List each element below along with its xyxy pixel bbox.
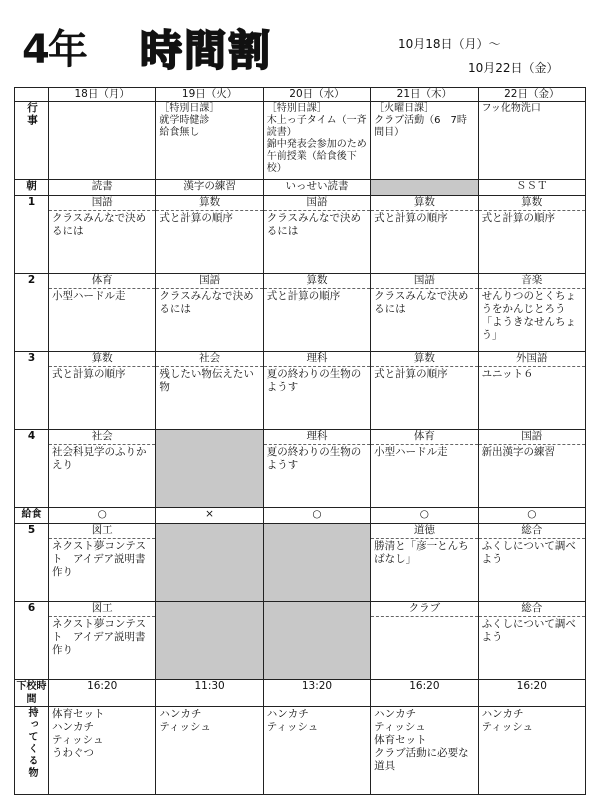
lesson-content: クラスみんなで決めるには [52, 212, 147, 237]
bring-items: ハンカチ ティッシュ 体育セット クラブ活動に必要な道具 [374, 708, 469, 772]
lesson-subject: 算数 [371, 352, 477, 367]
period-row-p4 [15, 430, 586, 508]
header [0, 0, 600, 88]
row-label-text: 行事 [26, 102, 38, 127]
row-label-text: 持ってくる物 [26, 707, 37, 779]
lesson-cell-p5-wed [263, 524, 370, 602]
day-header-row [15, 88, 586, 102]
lesson-content: 小型ハードル走 [374, 446, 448, 458]
lesson-subject: 国語 [264, 196, 370, 211]
lesson-cell-p3-wed [263, 352, 370, 430]
lesson-subject: 社会 [156, 352, 262, 367]
lesson-subject: 総合 [479, 524, 585, 539]
lesson-subject: 算数 [49, 352, 155, 367]
lesson-subject: 算数 [479, 196, 585, 211]
bring-cell-fri [478, 707, 585, 795]
dismissal-time-tue: 11:30 [156, 680, 263, 707]
lesson-content: ユニット６ [481, 368, 534, 380]
dismissal-row [15, 680, 586, 707]
lesson-subject: 国語 [479, 430, 585, 445]
row-label-p5: 5 [15, 524, 49, 602]
morning-cell-fri: ＳＳＴ [478, 180, 585, 196]
page-title: 時間割 [140, 26, 273, 75]
lesson-content: クラスみんなで決めるには [159, 290, 254, 315]
lesson-content: 夏の終わりの生物のようす [266, 368, 362, 393]
lesson-content: 新出漢字の練習 [481, 446, 556, 458]
lesson-subject: 図工 [49, 524, 155, 539]
lesson-cell-p3-thu [371, 352, 478, 430]
lesson-content: 式と計算の順序 [374, 368, 448, 380]
lesson-cell-p1-thu [371, 196, 478, 274]
lesson-cell-p1-wed [263, 196, 370, 274]
lesson-content [371, 617, 477, 618]
event-cell-thu [371, 102, 478, 180]
lesson-subject: 理科 [264, 352, 370, 367]
lesson-cell-p4-wed [263, 430, 370, 508]
lesson-cell-p4-tue [156, 430, 263, 508]
lesson-content: ふくしについて調べよう [481, 540, 576, 565]
lesson-subject: 算数 [264, 274, 370, 289]
lesson-cell-p2-tue [156, 274, 263, 352]
date-range-start: 10月18日（月）～ [398, 37, 501, 51]
lesson-content: 社会科見学のふりかえり [52, 446, 147, 471]
row-label-p1: 1 [15, 196, 49, 274]
lesson-cell-p6-wed [263, 602, 370, 680]
lunch-cell-thu: ○ [371, 508, 478, 524]
lunch-row [15, 508, 586, 524]
morning-cell-tue: 漢字の練習 [156, 180, 263, 196]
lesson-subject: 国語 [49, 196, 155, 211]
bring-items: ハンカチ ティッシュ [159, 708, 211, 733]
event-text: ［火曜日課］ クラブ活動（6 7時間目） [374, 103, 467, 138]
lesson-subject: 体育 [49, 274, 155, 289]
lesson-subject: 国語 [156, 274, 262, 289]
dismissal-time-mon: 16:20 [49, 680, 156, 707]
lesson-content: 式と計算の順序 [266, 290, 341, 302]
lesson-content: 残したい物伝えたい物 [159, 368, 254, 393]
lesson-subject: 道徳 [371, 524, 477, 539]
event-text: ［特別日課］ 木上っ子タイム（一斉読書） 錦中発表会参加のため午前授業（給食後下校） [266, 103, 367, 174]
bring-cell-wed [263, 707, 370, 795]
lesson-cell-p4-mon [49, 430, 156, 508]
lesson-content: クラスみんなで決めるには [374, 290, 469, 315]
row-label-p2: 2 [15, 274, 49, 352]
day-header-mon: 18日（月） [49, 88, 156, 102]
period-row-p2 [15, 274, 586, 352]
bring-cell-thu [371, 707, 478, 795]
day-header-fri: 22日（金） [478, 88, 585, 102]
row-label-p4: 4 [15, 430, 49, 508]
corner-cell [15, 88, 49, 102]
morning-cell-thu [371, 180, 478, 196]
lesson-cell-p5-tue [156, 524, 263, 602]
lesson-subject: 体育 [371, 430, 477, 445]
bring-cell-tue [156, 707, 263, 795]
lesson-cell-p4-fri [478, 430, 585, 508]
lesson-content: 勝清と「彦一とんちばなし」 [374, 540, 469, 565]
lesson-content: 小型ハードル走 [52, 290, 126, 302]
row-label-dismissal: 下校時間 [16, 681, 47, 705]
lesson-subject: クラブ [371, 602, 477, 617]
lesson-content: ネクスト夢コンテスト アイデア説明書作り [52, 540, 146, 578]
bring-row [15, 707, 586, 795]
lesson-content: 式と計算の順序 [481, 212, 556, 224]
lesson-subject: 算数 [371, 196, 477, 211]
lesson-subject: 総合 [479, 602, 585, 617]
dismissal-time-wed: 13:20 [263, 680, 370, 707]
lesson-cell-p1-fri [478, 196, 585, 274]
bring-cell-mon [49, 707, 156, 795]
row-label-p6: 6 [15, 602, 49, 680]
lunch-cell-wed: ○ [263, 508, 370, 524]
event-text: フッ化物洗口 [481, 103, 541, 114]
lesson-cell-p6-fri [478, 602, 585, 680]
event-text [49, 102, 155, 103]
lesson-content: 式と計算の順序 [374, 212, 448, 224]
event-cell-wed [263, 102, 370, 180]
row-label-lunch: 給食 [15, 508, 49, 524]
lesson-cell-p2-wed [263, 274, 370, 352]
bring-items: ハンカチ ティッシュ [266, 708, 319, 733]
lesson-subject: 図工 [49, 602, 155, 617]
lunch-cell-tue: × [156, 508, 263, 524]
period-row-p3 [15, 352, 586, 430]
morning-row [15, 180, 586, 196]
date-range-end: 10月22日（金） [468, 61, 559, 75]
events-row [15, 102, 586, 180]
event-text: ［特別日課］ 就学時健診 給食無し [159, 103, 220, 138]
day-header-tue: 19日（火） [156, 88, 263, 102]
period-row-p1 [15, 196, 586, 274]
grade-label: 4年 [22, 27, 86, 73]
lesson-cell-p2-mon [49, 274, 156, 352]
lesson-cell-p6-tue [156, 602, 263, 680]
lesson-subject: 理科 [264, 430, 370, 445]
period-row-p6 [15, 602, 586, 680]
lesson-cell-p3-fri [478, 352, 585, 430]
lesson-cell-p2-thu [371, 274, 478, 352]
dismissal-time-thu: 16:20 [371, 680, 478, 707]
period-row-p5 [15, 524, 586, 602]
row-label-p3: 3 [15, 352, 49, 430]
lesson-cell-p2-fri [478, 274, 585, 352]
dismissal-time-fri: 16:20 [478, 680, 585, 707]
event-cell-tue [156, 102, 263, 180]
lesson-content: 式と計算の順序 [52, 368, 126, 380]
lesson-cell-p1-tue [156, 196, 263, 274]
bring-items: 体育セット ハンカチ ティッシュ うわぐつ [52, 708, 105, 759]
lesson-content: クラスみんなで決めるには [266, 212, 361, 237]
row-label-events [15, 102, 49, 180]
lunch-cell-mon: ○ [49, 508, 156, 524]
day-header-thu: 21日（木） [371, 88, 478, 102]
event-cell-fri [478, 102, 585, 180]
lesson-cell-p6-mon [49, 602, 156, 680]
day-header-wed: 20日（水） [263, 88, 370, 102]
morning-cell-wed: いっせい読書 [263, 180, 370, 196]
lesson-content: ネクスト夢コンテスト アイデア説明書作り [52, 618, 146, 656]
lesson-subject: 音楽 [479, 274, 585, 289]
lesson-subject: 算数 [156, 196, 262, 211]
lesson-subject: 外国語 [479, 352, 585, 367]
lesson-cell-p6-thu [371, 602, 478, 680]
lesson-cell-p3-mon [49, 352, 156, 430]
row-label-bring [15, 707, 49, 795]
morning-cell-mon: 読書 [49, 180, 156, 196]
lesson-cell-p3-tue [156, 352, 263, 430]
timetable [14, 87, 586, 795]
event-cell-mon [49, 102, 156, 180]
lesson-content: せんりつのとくちょうをかんじとろう「ようきなせんちょう」 [481, 290, 577, 341]
lunch-cell-fri: ○ [478, 508, 585, 524]
lesson-cell-p5-thu [371, 524, 478, 602]
lesson-content: ふくしについて調べよう [481, 618, 576, 643]
lesson-cell-p5-fri [478, 524, 585, 602]
lesson-cell-p5-mon [49, 524, 156, 602]
bring-items: ハンカチ ティッシュ [481, 708, 534, 733]
lesson-content: 式と計算の順序 [159, 212, 233, 224]
row-label-morning: 朝 [15, 180, 49, 196]
lesson-content: 夏の終わりの生物のようす [266, 446, 362, 471]
lesson-subject: 国語 [371, 274, 477, 289]
date-range [398, 32, 559, 80]
lesson-subject: 社会 [49, 430, 155, 445]
lesson-cell-p1-mon [49, 196, 156, 274]
lesson-cell-p4-thu [371, 430, 478, 508]
